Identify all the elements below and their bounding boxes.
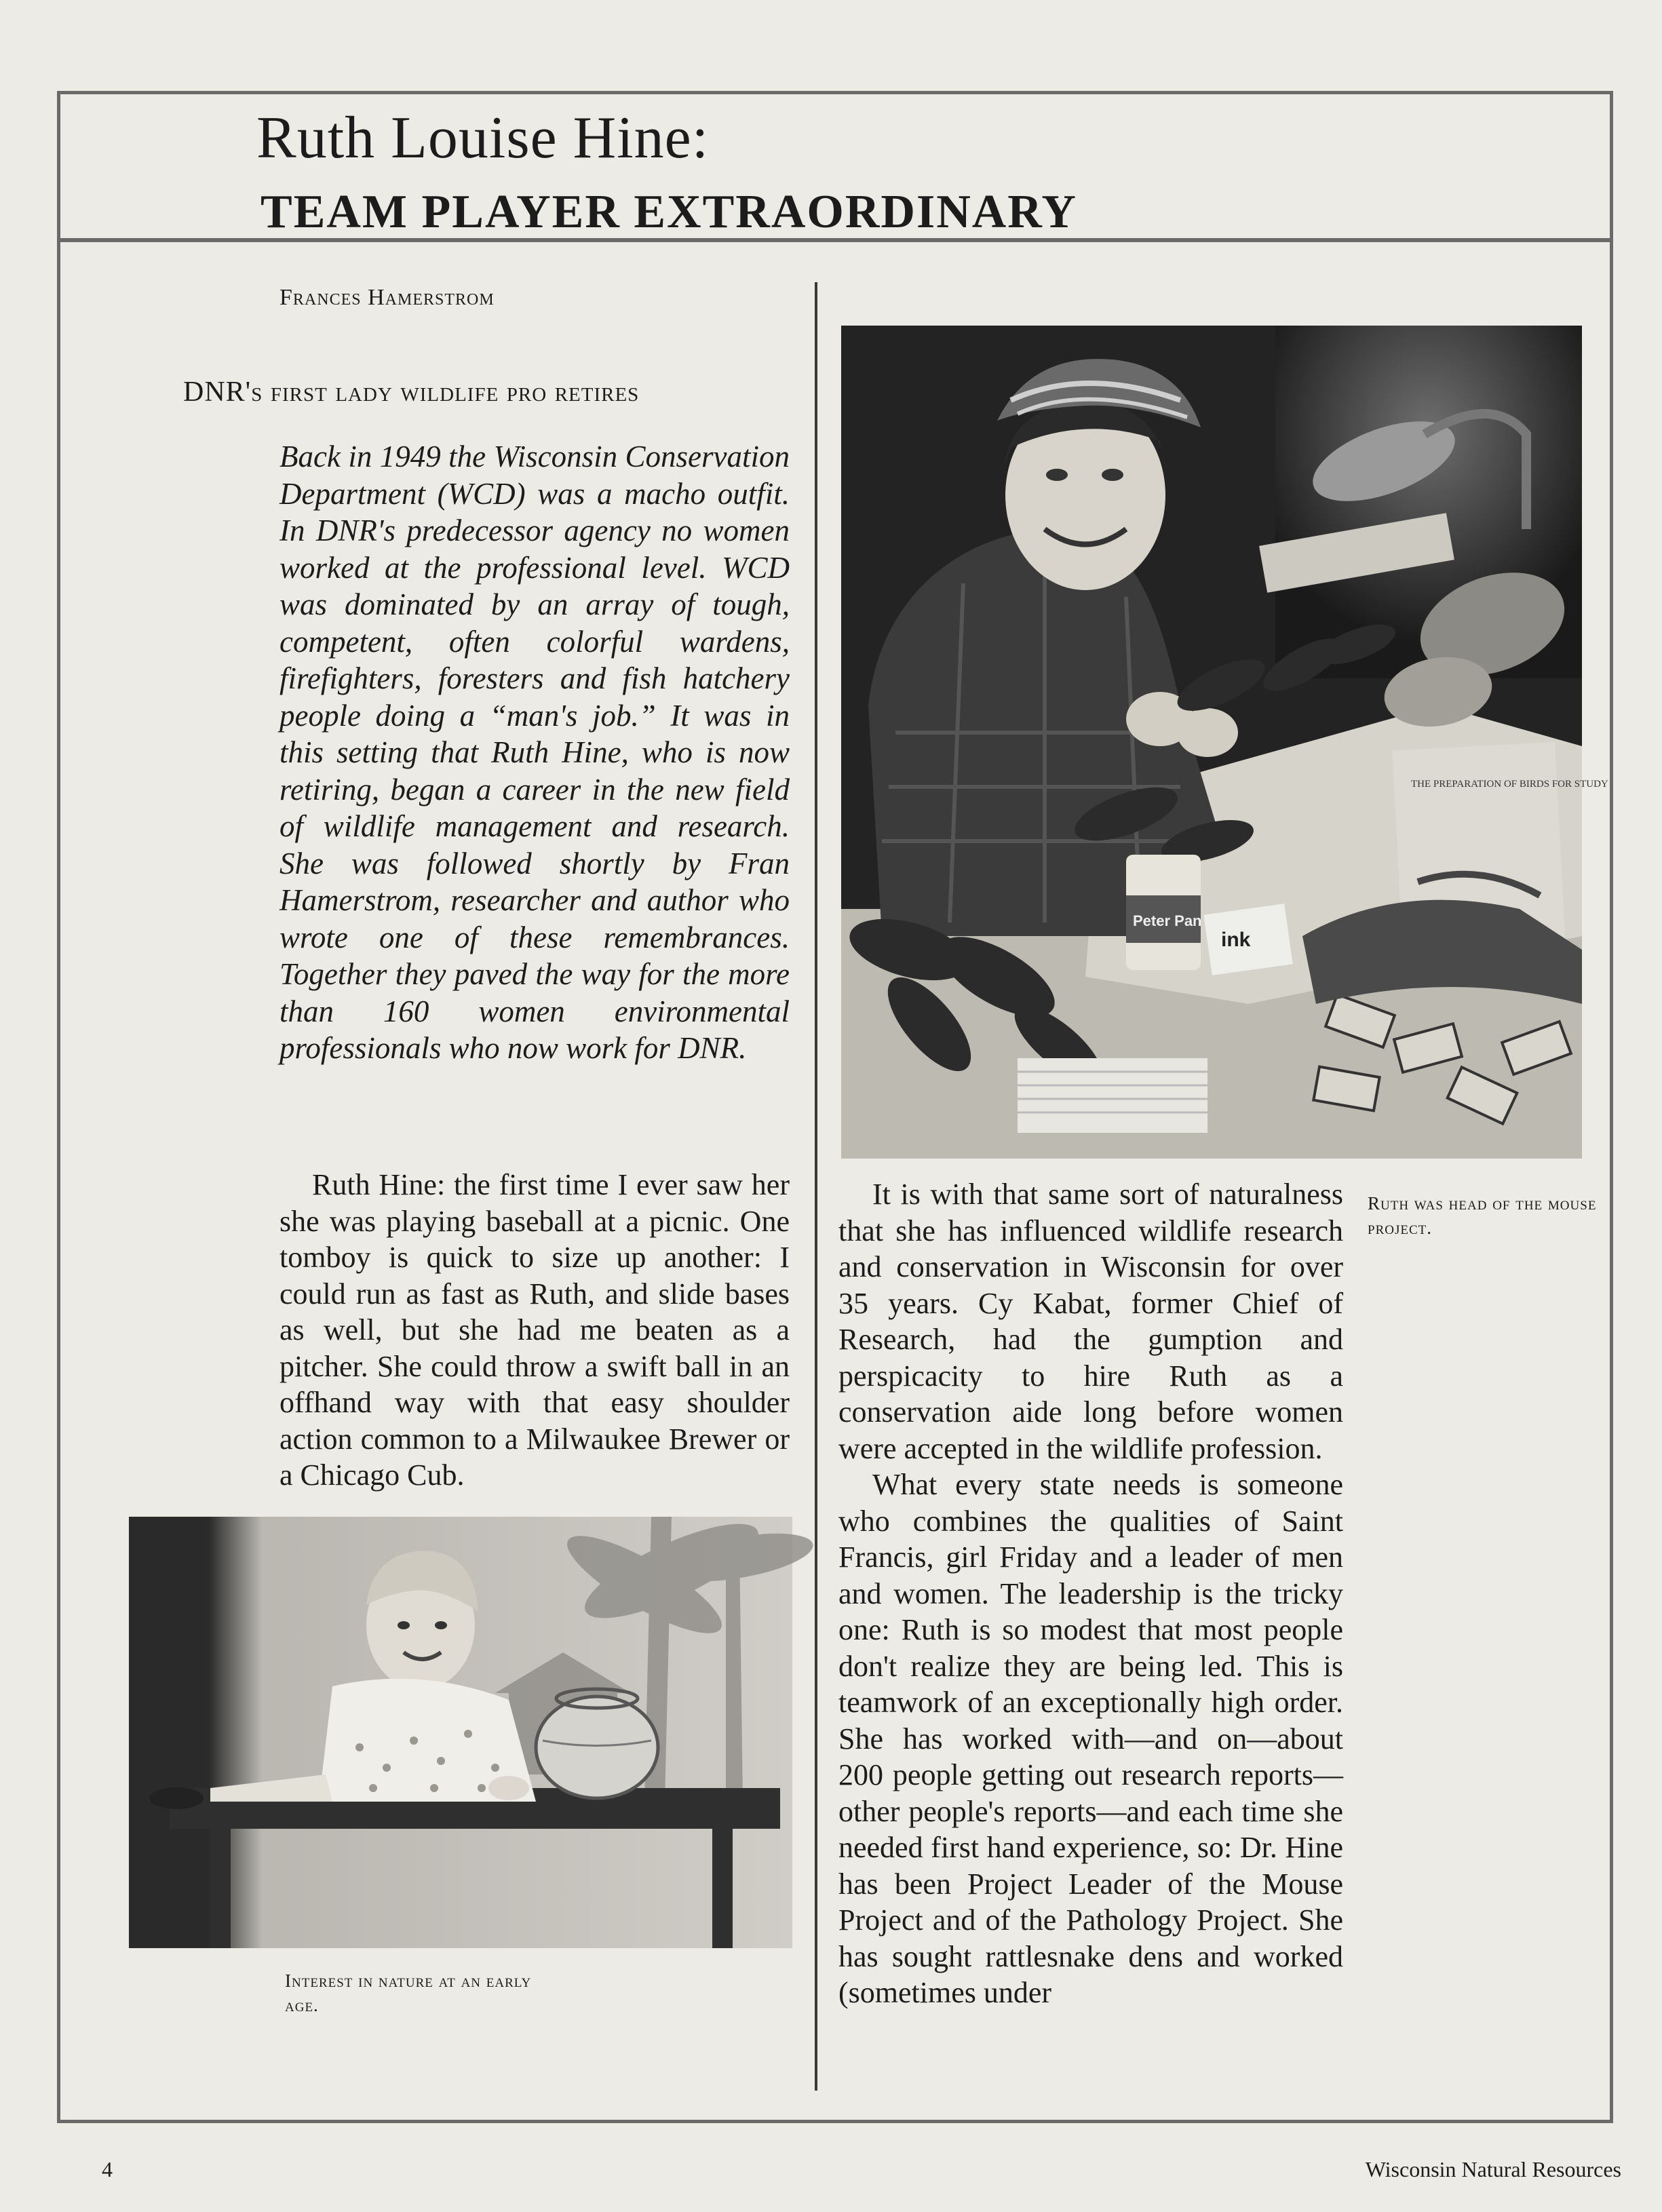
photo-caption-bottom: Interest in nature at an early age. [285,1971,532,2015]
photo-ruth-at-desk [841,326,1608,1159]
article-title: Ruth Louise Hine: [256,105,710,171]
column-divider [815,282,817,2091]
body-column-left [279,1167,790,1494]
article-subtitle: TEAM PLAYER EXTRAORDINARY [260,186,1077,238]
photo-child-with-fishbowl [129,1517,792,1948]
body-paragraph: It is with that same sort of naturalness that she has influenced wildlife research and conservation in Wisconsin for over 35 years. Cy Kabat, former Chief of Research, had the gumption and perspicacity to hire Ruth as a conservation aide long before women were accepted in the wildlife profession. [838,1178,1343,1465]
kicker-heading: DNR's first lady wildlife pro retires [183,376,640,408]
body-paragraph: Ruth Hine: the first time I ever saw her she was playing baseball at a picnic. One tomboy is quick to size up another: I could run as fast as Ruth, and slide bases as well, but she had me beaten as a pitcher. She could throw a swift ball in an offhand way with that easy shoulder action common to a Milwaukee Brewer or a Chicago Cub. [279,1168,790,1492]
booklet-title: THE PREPARATION OF BIRDS FOR STUDY [1411,779,1608,790]
jar-label: Peter Pan [1133,912,1202,929]
byline: Frances Hamerstrom [279,285,495,310]
photo-ruth-at-desk-illustration [841,326,1608,1159]
title-rule [57,238,1613,242]
photo-caption-top: Ruth was head of the mouse project. [1368,1193,1597,1238]
body-paragraph: What every state needs is someone who combines the qualities of Saint Francis, girl Friday and a leader of men and women. The leadership is the tricky one: Ruth is so modest that most people don't realize they are being led. This is teamwork of an exceptionally high order. She has worked with—and on—about 200 people getting out research reports—other people's reports—and each time she needed first hand experience, so: Dr. Hine has been Project Leader of the Mouse Project and of the Pathology Project. She has sought rattlesnake dens and worked (sometimes under [838,1468,1343,2009]
body-column-right [838,1176,1343,2011]
photo-child-with-fishbowl-illustration [129,1517,792,1948]
box-label: ink [1221,929,1251,951]
page-number: 4 [102,2157,113,2181]
intro-paragraph: Back in 1949 the Wisconsin Conservation Department (WCD) was a macho outfit. In DNR's predecessor agency no women worked at the professional level. WCD was dominated by an array of tough, competent, often colorful wardens, firefighters, foresters and fish hatchery people doing a “man's job.” It was in this setting that Ruth Hine, who is now retiring, began a career in the new field of wildlife management and research. She was followed shortly by Fran Hamerstrom, researcher and author who wrote one of these remembrances. Together they paved the way for the more than 160 women environmental professionals who now work for DNR. [279,440,790,1065]
publication-name: Wisconsin Natural Resources [1365,2157,1621,2181]
